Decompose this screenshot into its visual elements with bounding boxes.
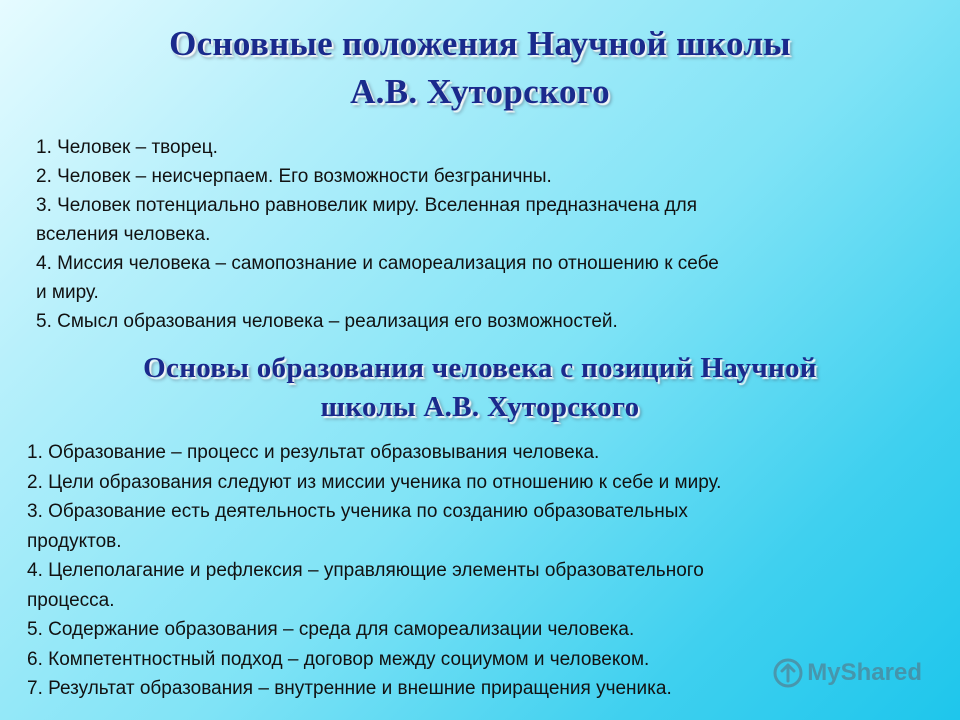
list-item-line: процесса. (27, 589, 115, 611)
myshared-logo-icon (773, 658, 803, 688)
list-item-line: 2. Человек – неисчерпаем. Его возможности безграничны. (36, 166, 552, 187)
list-item-line: 3. Образование есть деятельность ученика по созданию образовательных (27, 501, 688, 522)
list-item (36, 191, 936, 249)
section1-heading-line: Основные положения Научной школы (169, 24, 791, 63)
section2-heading-line: Основы образования человека с позиций Научной (143, 352, 817, 384)
list-item-line: 7. Результат образования – внутренние и внешние приращения ученика. (27, 678, 672, 699)
list-item (27, 438, 937, 468)
section1-heading-line: А.В. Хуторского (350, 72, 610, 111)
list-item (36, 249, 936, 307)
list-item (27, 497, 937, 556)
list-item-line: 4. Миссия человека – самопознание и самореализация по отношению к себе (36, 253, 719, 274)
list-item-line: 5. Содержание образования – среда для самореализации человека. (27, 619, 635, 640)
list-item-line: вселения человека. (36, 224, 211, 245)
list-item-line: 5. Смысл образования человека – реализация его возможностей. (36, 311, 618, 332)
watermark-text: MyShared (807, 659, 922, 686)
myshared-watermark[interactable] (773, 657, 922, 689)
list-item-line: 1. Человек – творец. (36, 137, 218, 158)
list-item (36, 162, 936, 191)
list-item-line: 3. Человек потенциально равновелик миру. Вселенная предназначена для (36, 195, 698, 216)
list-item (27, 615, 937, 645)
list-item-line: 1. Образование – процесс и результат образовывания человека. (27, 442, 600, 463)
list-item-line: продуктов. (27, 530, 122, 552)
list-item-line: 6. Компетентностный подход – договор между социумом и человеком. (27, 648, 650, 670)
section2-heading (0, 349, 960, 427)
list-item (36, 133, 936, 162)
section2-heading-line: школы А.В. Хуторского (320, 391, 640, 423)
list-item (27, 468, 937, 498)
section1-list (36, 133, 936, 336)
list-item (27, 556, 937, 615)
list-item-line: 4. Целеполагание и рефлексия – управляющие элементы образовательного (27, 560, 704, 581)
list-item-line: и миру. (36, 282, 99, 303)
list-item (36, 307, 936, 336)
section1-heading (0, 20, 960, 116)
list-item-line: 2. Цели образования следуют из миссии ученика по отношению к себе и миру. (27, 471, 722, 493)
